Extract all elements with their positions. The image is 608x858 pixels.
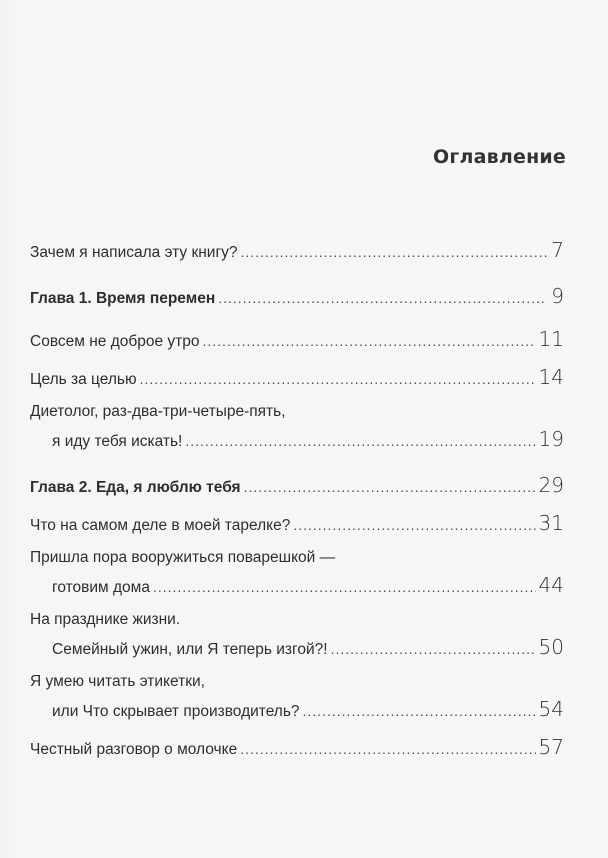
toc-entry[interactable] [30,403,564,453]
dot-leader [203,333,536,349]
toc-entry-title: Цель за целью [30,371,137,388]
toc-entry-title: Диетолог, раз-два-три-четыре-пять, [30,403,286,420]
toc-entry-title-cont: я иду тебя искать! [52,433,183,450]
toc-page-number: 31 [538,511,564,535]
dot-leader [185,433,535,449]
toc-page-number: 7 [551,238,564,262]
dot-leader [241,244,548,260]
toc-entry-title-cont: или Что скрывает производитель? [52,703,300,720]
toc-entry[interactable] [30,365,564,391]
toc-entry-title-cont: Семейный ужин, или Я теперь изгой?! [52,641,328,658]
toc-entry[interactable] [30,284,564,310]
dot-leader [244,479,536,495]
toc-entry-title: Совсем не доброе утро [30,333,200,350]
toc-entry[interactable] [30,511,564,537]
toc-entry[interactable] [30,549,564,599]
toc-page-number: 9 [551,284,564,308]
toc-entry-title: Зачем я написала эту книгу? [30,244,238,261]
toc-entry-title: Глава 2. Еда, я люблю тебя [30,479,241,496]
toc-entry-title-cont: готовим дома [52,579,150,596]
dot-leader [293,517,535,533]
toc-page-number: 19 [538,427,564,451]
toc-entry-title: Честный разговор о молочке [30,741,238,758]
toc-entry-title: Глава 1. Время перемен [30,290,216,307]
toc-page-number: 11 [538,327,564,351]
toc-entry-title: Что на самом деле в моей тарелке? [30,517,291,534]
toc-page-number: 54 [538,697,564,721]
toc-entry-title: На празднике жизни. [30,611,181,628]
dot-leader [140,371,536,387]
toc-entry[interactable] [30,735,564,761]
dot-leader [331,641,536,657]
toc-entry[interactable] [30,473,564,499]
toc-entry[interactable] [30,611,564,661]
toc-entry[interactable] [30,327,564,353]
toc-page-number: 50 [538,635,564,659]
toc-page-number: 29 [538,473,564,497]
toc-entry-title: Пришла пора вооружиться поварешкой — [30,549,336,566]
toc-heading: Оглавление [433,146,566,168]
toc-page-number: 44 [538,573,564,597]
toc-page-number: 14 [538,365,564,389]
dot-leader [153,579,536,595]
dot-leader [240,741,535,757]
dot-leader [303,703,536,719]
dot-leader [218,290,547,306]
toc-page-number: 57 [538,735,564,759]
toc-entry[interactable] [30,238,564,264]
table-of-contents [30,238,564,761]
toc-entry[interactable] [30,673,564,723]
toc-entry-title: Я умею читать этикетки, [30,673,205,690]
